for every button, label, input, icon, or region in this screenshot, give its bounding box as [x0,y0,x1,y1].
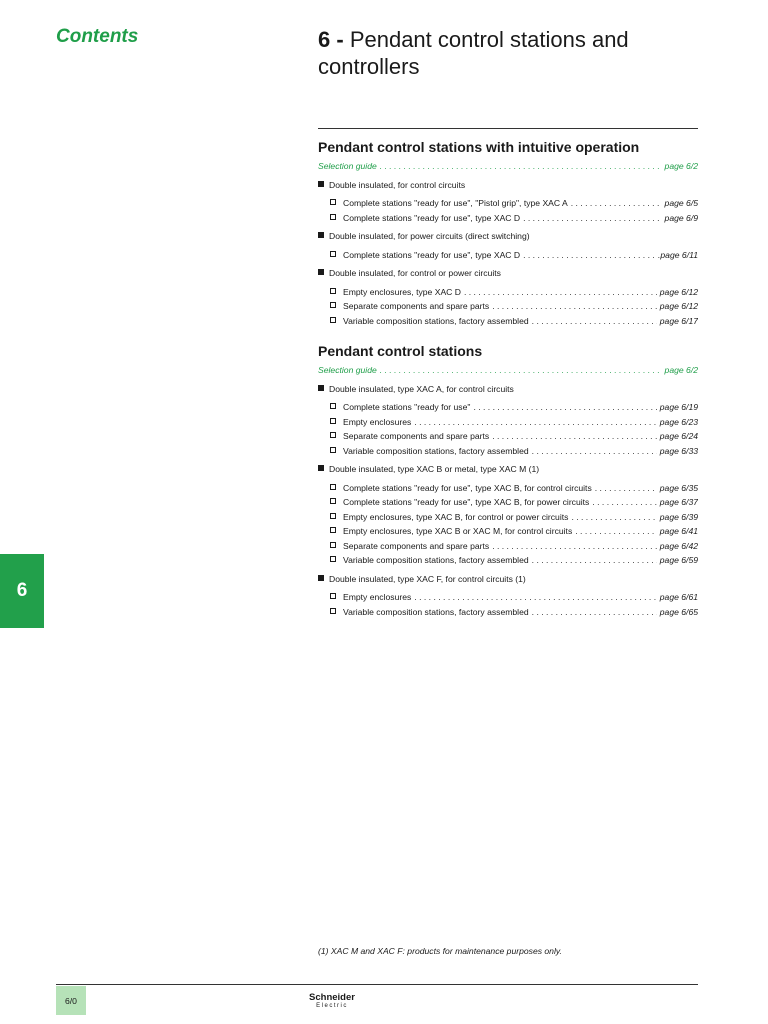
toc-entry[interactable] [330,196,698,211]
logo-sub: Electric [316,1003,348,1009]
chapter-title [318,26,698,80]
leader-dots [595,481,657,496]
toc-entry[interactable] [330,553,698,568]
page-ref: page 6/12 [659,286,698,297]
filled-square-bullet-icon [318,269,324,275]
page-ref: page 6/2 [664,365,698,375]
toc-entry-label: Complete stations "ready for use", type XAC D [343,249,521,260]
toc-entry-label: Complete stations "ready for use", "Pistol grip", type XAC A [343,198,568,208]
selection-guide-label: Selection guide [318,365,377,375]
page-ref: page 6/41 [659,526,698,536]
leader-dots [571,196,662,211]
page-ref: page 6/17 [659,315,698,326]
open-square-bullet-icon [330,484,336,490]
page-ref: page 6/35 [659,482,698,493]
page-ref: .page 6/11 [658,249,698,260]
open-square-bullet-icon [330,251,336,257]
chapter-side-tab[interactable]: 6 [0,554,44,628]
open-square-bullet-icon [330,498,336,504]
toc-entry-label: Empty enclosures, type XAC B, for control or power circuits [343,511,569,522]
leader-dots [532,314,657,329]
group-title: Double insulated, type XAC A, for control circuits [329,383,514,394]
leader-dots [492,299,657,314]
toc-entry[interactable] [330,299,698,314]
toc-entry[interactable] [330,605,698,620]
schneider-electric-logo [302,993,362,1011]
toc-entry-label: Empty enclosures, type XAC B or XAC M, for control circuits [343,526,573,536]
filled-square-bullet-icon [318,575,324,581]
page-ref: page 6/39 [659,511,698,522]
leader-dots [523,211,661,226]
leader-dots [592,495,656,510]
toc-entry[interactable] [330,400,698,415]
toc-entry-label: Empty enclosures [343,416,412,427]
toc-entry-label: Complete stations "ready for use", type XAC B, for control circuits [343,482,592,493]
toc-entry-label: Complete stations "ready for use", type XAC D [343,212,521,223]
table-of-contents [318,138,698,623]
leader-dots [414,590,656,605]
toc-entry-label: Empty enclosures [343,592,412,602]
leader-dots [492,429,657,444]
group-heading [318,382,698,397]
leader-dots [380,159,662,174]
logo-brand: Schneider [309,992,355,1003]
filled-square-bullet-icon [318,232,324,238]
group-title: Double insulated, for control or power circuits [329,268,501,278]
section-heading: Pendant control stations with intuitive operation [318,139,640,155]
page-ref: page 6/12 [659,301,698,311]
page-ref: page 6/37 [659,497,698,507]
page-ref: page 6/5 [664,198,698,208]
toc-entry-label: Empty enclosures, type XAC D [343,286,461,297]
footnote: (1) XAC M and XAC F: products for maintenance purposes only. [318,946,562,956]
page-ref: page 6/61 [659,592,698,602]
chapter-number: 6 - [318,27,344,52]
group-heading [318,229,698,244]
footer-divider [56,984,698,985]
toc-entry[interactable] [330,429,698,444]
open-square-bullet-icon [330,317,336,323]
toc-entry-label: Variable composition stations, factory assembled [343,315,529,326]
open-square-bullet-icon [330,214,336,220]
selection-guide-link[interactable] [318,159,698,174]
toc-entry[interactable] [330,314,698,329]
toc-entry[interactable] [330,524,698,539]
toc-entry-label: Complete stations "ready for use" [343,402,471,412]
toc-entry[interactable] [330,495,698,510]
open-square-bullet-icon [330,608,336,614]
open-square-bullet-icon [330,556,336,562]
toc-entry[interactable] [330,481,698,496]
toc-entry-label: Variable composition stations, factory assembled [343,606,529,617]
toc-entry[interactable] [330,444,698,459]
toc-entry[interactable] [330,590,698,605]
leader-dots [523,248,655,263]
page-ref: page 6/33 [659,445,698,456]
filled-square-bullet-icon [318,465,324,471]
leader-dots [575,524,657,539]
leader-dots [532,553,657,568]
toc-entry[interactable] [330,285,698,300]
open-square-bullet-icon [330,432,336,438]
group-heading [318,178,698,193]
group-heading [318,462,698,477]
toc-entry[interactable] [330,415,698,430]
chapter-title-text: Pendant control stations and controllers [318,27,629,79]
open-square-bullet-icon [330,403,336,409]
open-square-bullet-icon [330,542,336,548]
toc-entry[interactable] [330,539,698,554]
open-square-bullet-icon [330,447,336,453]
group-title: Double insulated, type XAC B or metal, type XAC M (1) [329,464,540,474]
open-square-bullet-icon [330,527,336,533]
group-heading [318,266,698,281]
leader-dots [414,415,656,430]
leader-dots [464,285,657,300]
group-title: Double insulated, for power circuits (direct switching) [329,231,530,241]
page-ref: page 6/42 [659,540,698,551]
leader-dots [571,510,656,525]
open-square-bullet-icon [330,593,336,599]
page-ref: page 6/19 [659,402,698,412]
toc-entry-label: Variable composition stations, factory assembled [343,555,529,565]
page-ref: page 6/24 [659,431,698,441]
page-ref: page 6/2 [664,161,698,171]
page-number: 6/0 [56,986,86,1015]
leader-dots [380,363,662,378]
toc-entry-label: Separate components and spare parts [343,540,490,551]
page-ref: page 6/23 [659,416,698,427]
toc-entry[interactable] [330,510,698,525]
toc-entry-label: Complete stations "ready for use", type XAC B, for power circuits [343,497,590,507]
page-ref: page 6/9 [664,212,698,223]
toc-entry[interactable] [330,211,698,226]
open-square-bullet-icon [330,288,336,294]
toc-entry-label: Separate components and spare parts [343,431,490,441]
group-title: Double insulated, type XAC F, for control circuits (1) [329,573,526,584]
open-square-bullet-icon [330,302,336,308]
page-ref: page 6/65 [659,606,698,617]
filled-square-bullet-icon [318,385,324,391]
toc-entry[interactable] [330,248,698,263]
toc-entry-label: Variable composition stations, factory assembled [343,445,529,456]
page-ref: page 6/59 [659,555,698,565]
open-square-bullet-icon [330,199,336,205]
selection-guide-label: Selection guide [318,161,377,171]
filled-square-bullet-icon [318,181,324,187]
open-square-bullet-icon [330,513,336,519]
section-heading: Pendant control stations [318,343,483,359]
open-square-bullet-icon [330,418,336,424]
group-title: Double insulated, for control circuits [329,179,466,190]
leader-dots [473,400,656,415]
toc-entry-label: Separate components and spare parts [343,301,490,311]
contents-label: Contents [56,26,139,47]
leader-dots [532,444,657,459]
group-heading [318,572,698,587]
selection-guide-link[interactable] [318,363,698,378]
chapter-divider [318,128,698,129]
leader-dots [492,539,657,554]
leader-dots [532,605,657,620]
